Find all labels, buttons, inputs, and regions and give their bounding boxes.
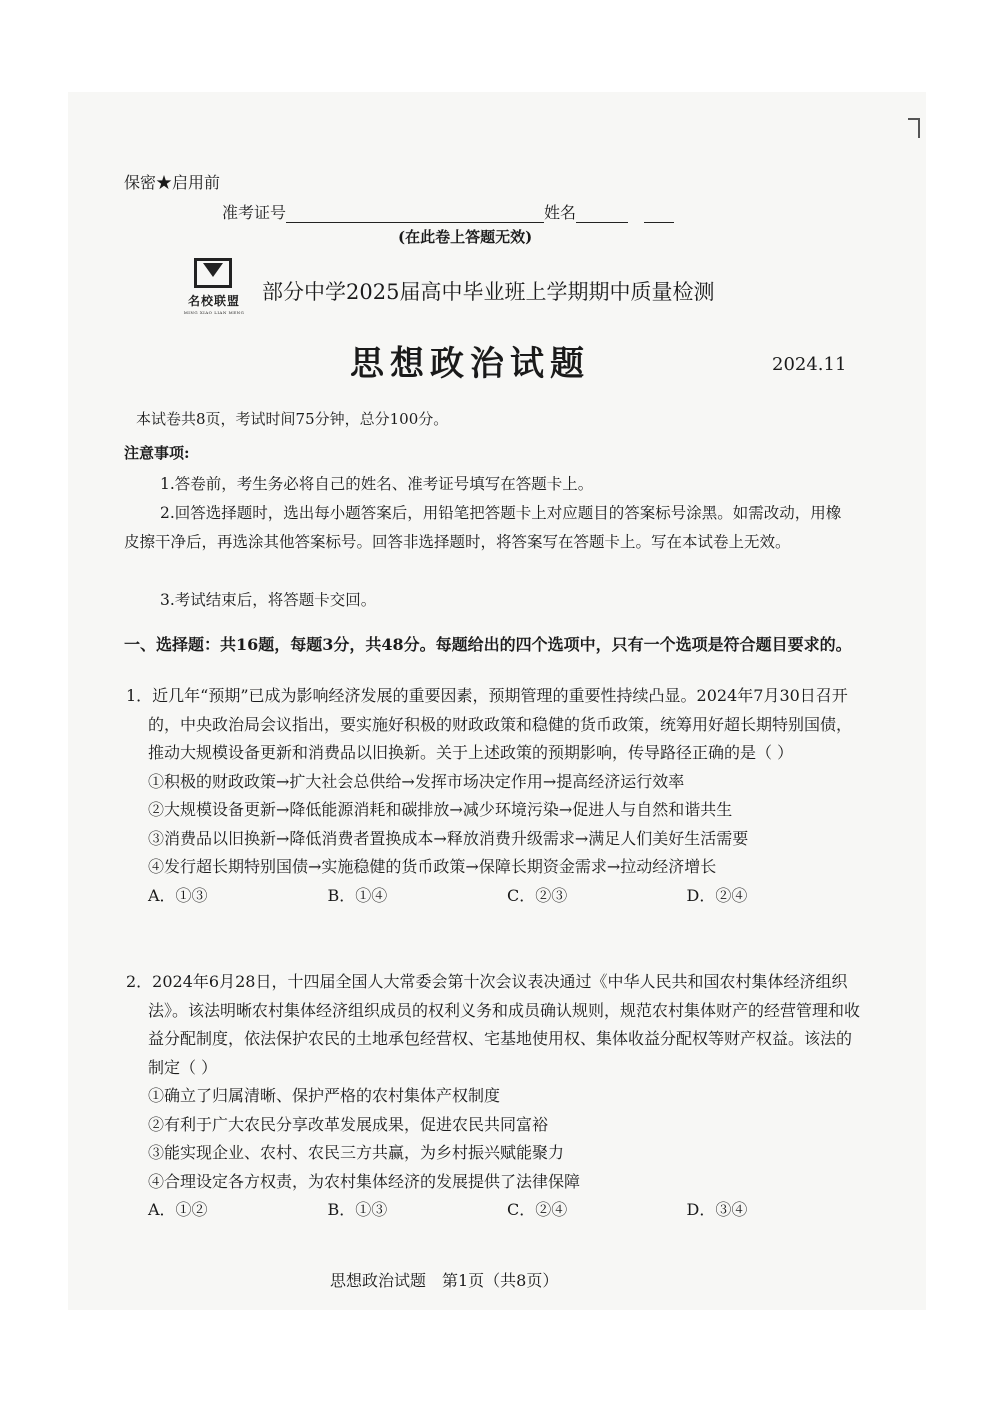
choice-c: C．②③ <box>507 885 568 905</box>
question-option: ③消费品以旧换新→降低消费者置换成本→释放消费升级需求→满足人们美好生活需要 <box>148 828 749 848</box>
choice-d: D．③④ <box>686 1200 748 1219</box>
note-item-1: 1.答卷前，考生务必将自己的姓名、准考证号填写在答题卡上。 <box>160 475 594 493</box>
question-option: ②大规模设备更新→降低能源消耗和碳排放→减少环境污染→促进人与自然和谐共生 <box>148 800 733 819</box>
logo-subtext: MING XIAO LIAN MENG <box>183 310 245 315</box>
choice-c: C．②④ <box>507 1200 568 1219</box>
question-option: ④合理设定各方权责，为农村集体经济的发展提供了法律保障 <box>148 1171 581 1191</box>
name-blank <box>576 206 628 223</box>
note-item-3: 3.考试结束后，将答题卡交回。 <box>160 591 377 609</box>
notes-heading: 注意事项: <box>124 444 190 462</box>
exam-id-blank <box>286 206 544 223</box>
question-option: ③能实现企业、农村、农民三方共赢，为乡村振兴赋能聚力 <box>148 1143 565 1162</box>
answer-choices <box>126 1196 866 1225</box>
question-option: ①积极的财政政策→扩大社会总供给→发挥市场决定作用→提高经济运行效率 <box>148 771 685 791</box>
question-1 <box>126 682 866 910</box>
page-footer: 思想政治试题 第1页（共8页） <box>330 1271 559 1290</box>
section-heading: 一、选择题：共16题，每题3分，共48分。每题给出的四个选项中，只有一个选项是符合题目要求的。 <box>124 635 852 654</box>
page-title: 思想政治试题 <box>350 344 590 384</box>
choice-b: B．①③ <box>327 1200 388 1219</box>
question-option: ①确立了归属清晰、保护严格的农村集体产权制度 <box>148 1086 501 1105</box>
question-2 <box>126 968 866 1225</box>
exam-date: 2024.11 <box>772 354 847 375</box>
invalid-answer-note: (在此卷上答题无效) <box>398 228 533 246</box>
choice-d: D．②④ <box>686 885 748 905</box>
question-stem: 1．近几年“预期”已成为影响经济发展的重要因素，预期管理的重要性持续凸显。2024年7月30日召开的，中央政治局会议指出，要实施好积极的财政政策和稳健的货币政策，统筹用好超长期特别国债，推动大规模设备更新和消费品以旧换新。关于上述政策的预期影响，传导路径正确的是（ ） <box>126 686 853 762</box>
exam-intro: 本试卷共8页，考试时间75分钟，总分100分。 <box>136 410 449 428</box>
choice-a: A．①③ <box>148 885 208 905</box>
note-item-2: 2.回答选择题时，选出每小题答案后，用铅笔把答题卡上对应题目的答案标号涂黑。如需改动，用橡皮擦干净后，再选涂其他答案标号。回答非选择题时，将答案写在答题卡上。写在本试卷上无效。 <box>124 504 842 551</box>
candidate-info-line <box>222 200 674 223</box>
exam-name: 部分中学2025届高中毕业班上学期期中质量检测 <box>262 280 715 304</box>
question-option: ②有利于广大农民分享改革发展成果，促进农民共同富裕 <box>148 1114 549 1134</box>
alliance-logo <box>176 258 252 324</box>
logo-text: 名校联盟 <box>187 294 240 308</box>
choice-a: A．①② <box>148 1200 208 1219</box>
corner-mark <box>908 118 920 138</box>
name-label: 姓名 <box>544 203 577 222</box>
name-blank-2 <box>644 206 674 223</box>
question-stem: 2．2024年6月28日，十四届全国人大常委会第十次会议表决通过《中华人民共和国农村集体经济组织法》。该法明晰农村集体经济组织成员的权利义务和成员确认规则，规范农村集体财产的经营管理和收益分配制度，依法保护农民的土地承包经营权、宅基地使用权、集体收益分配权等财产权益。该法的制定（ ） <box>126 972 861 1077</box>
question-option: ④发行超长期特别国债→实施稳健的货币政策→保障长期资金需求→拉动经济增长 <box>148 857 717 876</box>
exam-id-label: 准考证号 <box>222 203 287 222</box>
confidential-label: 保密★启用前 <box>124 173 221 192</box>
logo-m-icon <box>194 258 232 288</box>
answer-choices <box>126 882 866 911</box>
choice-b: B．①④ <box>327 885 388 905</box>
